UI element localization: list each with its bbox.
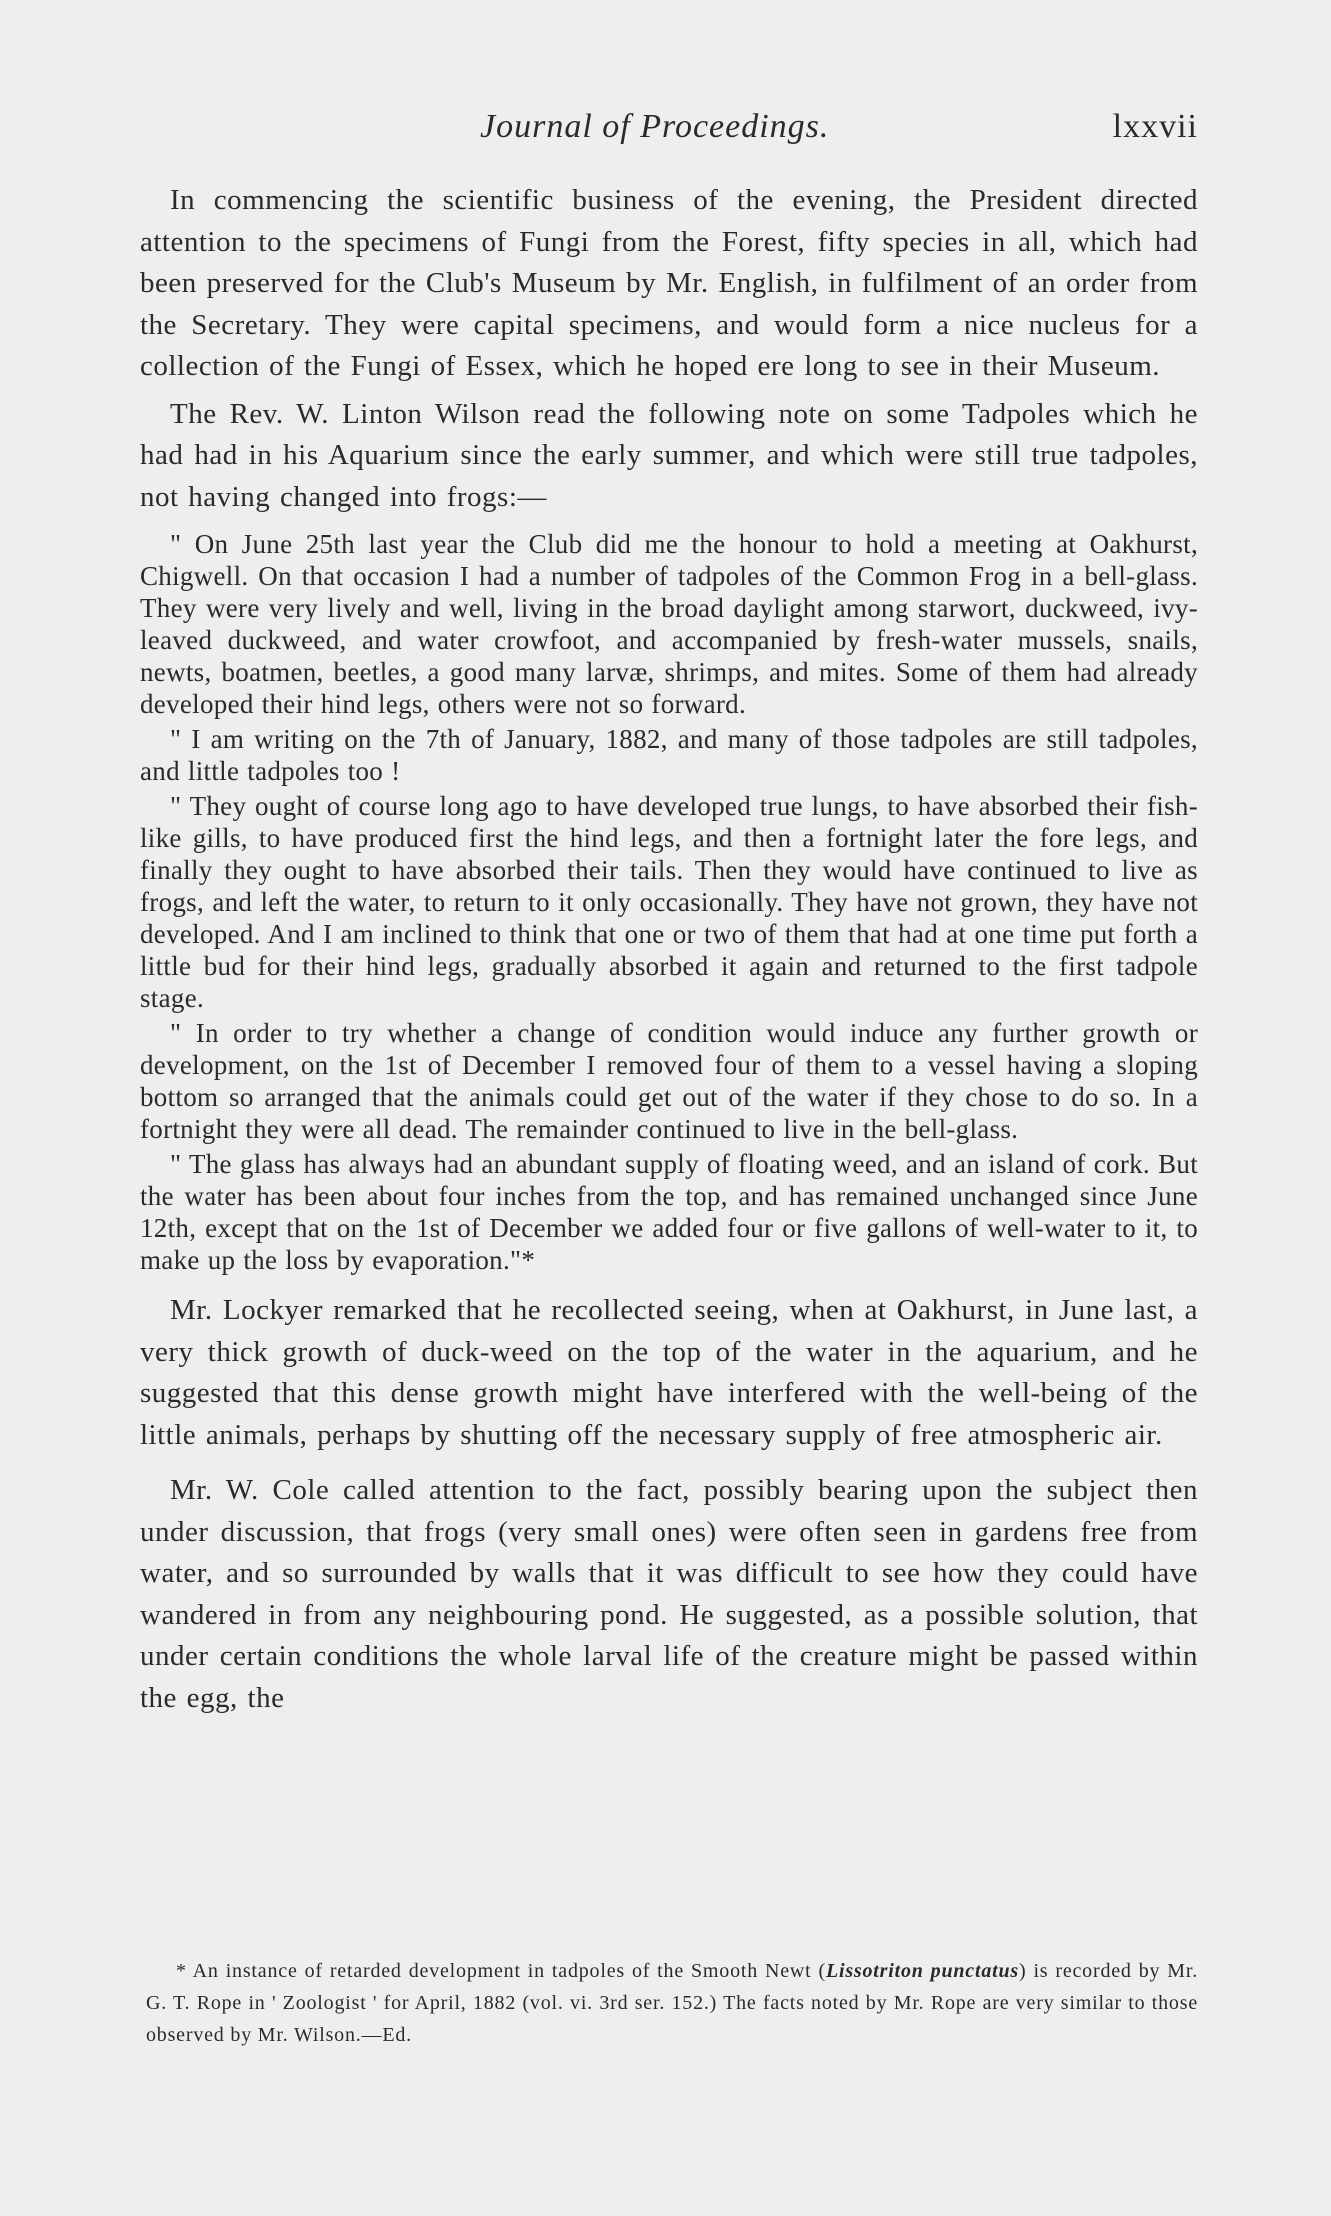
quote-paragraph: " On June 25th last year the Club did me the honour to hold a meeting at Oakhurst, Chigwell. On that occasion I had a number of tadpoles of the Common Frog in a bell-glass. They were very lively and well, living in the broad daylight among starwort, duckweed, ivy-leaved duckweed, and water crowfoot, and accompanied by fresh-water mussels, snails, newts, boatmen, beetles, a good many larvæ, shrimps, and mites. Some of them had already developed their hind legs, others were not so forward. (140, 529, 1198, 719)
footnote-species: Lissotriton punctatus (825, 1960, 1020, 1982)
paragraph-fungi: In commencing the scientific business of the evening, the President directed attention to the specimens of Fungi from the Forest, fifty species in all, which had been preserved for the Club's Museum by Mr. English, in fulfilment of an order from the Secretary. They were capital specimens, and would form a nice nucleus for a collection of the Fungi of Essex, which he hoped ere long to see in their Museum. (140, 184, 1198, 382)
quote-paragraph: " I am writing on the 7th of January, 1882, and many of those tadpoles are still tadpoles, and little tadpoles too ! (140, 724, 1198, 786)
page-number: lxxvii (1112, 108, 1198, 145)
footnote-prefix: * An instance of retarded development in tadpoles of the Smooth Newt ( (176, 1960, 826, 1982)
quote-paragraph: " They ought of course long ago to have developed true lungs, to have absorbed their fish-like gills, to have produced first the hind legs, and then a fortnight later the fore legs, and finally they ought to have absorbed their tails. Then they would have continued to live as frogs, and left the water, to return to it only occasionally. They have not grown, they have not developed. And I am inclined to think that one or two of them that had at one time put forth a little bud for their hind legs, gradually absorbed it again and returned to the first tadpole stage. (140, 791, 1198, 1013)
paragraph-tadpoles-intro: The Rev. W. Linton Wilson read the following note on some Tadpoles which he had had in his Aquarium since the early summer, and which were still true tadpoles, not having changed into frogs:— (140, 397, 1198, 513)
footnote-suffix: ) is recorded by Mr. G. T. Rope in ' Zoologist ' for April, 1882 (vol. vi. 3rd ser. 152.) The facts noted by Mr. Rope are very similar to those observed by Mr. Wilson.—Ed. (146, 1960, 1199, 2046)
quote-paragraph: " The glass has always had an abundant supply of floating weed, and an island of cork. But the water has been about four inches from the top, and has remained unchanged since June 12th, except that on the 1st of December we added four or five gallons of well-water to it, to make up the loss by evaporation."* (140, 1149, 1198, 1275)
paragraph-lockyer: Mr. Lockyer remarked that he recollected seeing, when at Oakhurst, in June last, a very thick growth of duck-weed on the top of the water in the aquarium, and he suggested that this dense growth might have interfered with the well-being of the little animals, perhaps by shutting off the necessary supply of free atmospheric air. (140, 1294, 1198, 1451)
body-text (140, 180, 1198, 1725)
running-title: Journal of Proceedings. (480, 108, 830, 145)
quoted-note (140, 528, 1198, 1276)
footnote (146, 1955, 1198, 2051)
paragraph-cole: Mr. W. Cole called attention to the fact, possibly bearing upon the subject then under discussion, that frogs (very small ones) were often seen in gardens free from water, and so surrounded by walls that it was difficult to see how they could have wandered in from any neighbouring pond. He suggested, as a possible solution, that under certain conditions the whole larval life of the creature might be passed within the egg, the (140, 1474, 1198, 1714)
quote-paragraph: " In order to try whether a change of condition would induce any further growth or development, on the 1st of December I removed four of them to a vessel having a sloping bottom so arranged that the animals could get out of the water if they chose to do so. In a fortnight they were all dead. The remainder continued to live in the bell-glass. (140, 1018, 1198, 1144)
page-header (140, 108, 1198, 156)
